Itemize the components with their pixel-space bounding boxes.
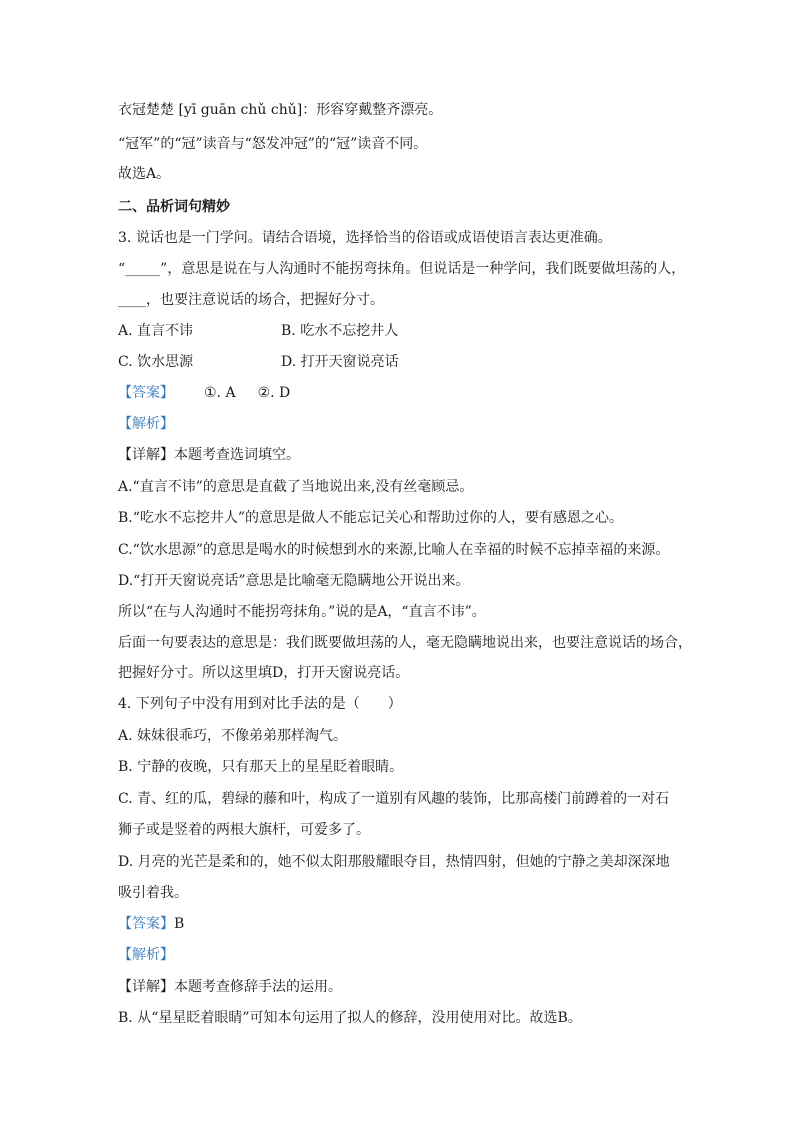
option-a: A. 妹妹很乖巧，不像弟弟那样淘气。	[118, 728, 348, 744]
text-line: 衣冠楚楚 [yī guān chǔ chǔ]：形容穿戴整齐漂亮。	[118, 102, 443, 118]
option-row	[118, 321, 695, 341]
question-3-sentence-cont: ____，也要注意说话的场合，把握好分寸。	[118, 292, 384, 308]
text-line: B.“吃水不忘挖井人”的意思是做人不能忘记关心和帮助过你的人，要有感恩之心。	[118, 510, 624, 526]
question-3-stem: 3. 说话也是一门学问。请结合语境，选择恰当的俗语或成语使语言表达更准确。	[118, 230, 612, 246]
answer-value-1: ①. A	[204, 385, 236, 401]
answer-row	[118, 383, 695, 403]
analysis-label: 【解析】	[118, 947, 174, 963]
text-line: 所以“在与人沟通时不能拐弯抹角。”说的是A，“直言不讳”。	[118, 604, 486, 620]
detail-line: 【详解】本题考查修辞手法的运用。	[118, 979, 342, 995]
option-row	[118, 352, 695, 372]
text-line: 故选A。	[118, 166, 171, 182]
text-line: B. 从“星星眨着眼睛”可知本句运用了拟人的修辞，没用使用对比。故选B。	[118, 1010, 582, 1026]
answer-label: 【答案】	[118, 916, 174, 932]
option-a: A. 直言不讳	[118, 323, 194, 339]
text-line: C.“饮水思源”的意思是喝水的时候想到水的来源,比喻人在幸福的时候不忘掉幸福的来源。	[118, 542, 670, 558]
text-line: “冠军”的“冠”读音与“怒发冲冠”的“冠”读音不同。	[118, 136, 428, 152]
option-c-cont: 狮子或是竖着的两根大旗杆，可爱多了。	[118, 822, 370, 838]
answer-label: 【答案】	[118, 385, 174, 401]
answer-value: B	[174, 916, 185, 932]
option-c: C. 饮水思源	[118, 354, 194, 370]
detail-line: 【详解】本题考查选词填空。	[118, 447, 300, 463]
option-d: D. 打开天窗说亮话	[281, 354, 399, 370]
text-line: 把握好分寸。所以这里填D，打开天窗说亮话。	[118, 665, 410, 681]
section-heading: 二、品析词句精妙	[118, 199, 230, 215]
text-line: A.“直言不讳”的意思是直截了当地说出来,没有丝毫顾忌。	[118, 479, 474, 495]
text-line: 后面一句要表达的意思是：我们既要做坦荡的人，毫无隐瞒地说出来，也要注意说话的场合，	[118, 635, 692, 651]
option-b: B. 宁静的夜晚，只有那天上的星星眨着眼睛。	[118, 759, 404, 775]
analysis-label: 【解析】	[118, 416, 174, 432]
option-d-cont: 吸引着我。	[118, 885, 188, 901]
option-b: B. 吃水不忘挖井人	[281, 323, 399, 339]
option-d: D. 月亮的光芒是柔和的，她不似太阳那般耀眼夺目，热情四射，但她的宁静之美却深深地	[118, 854, 670, 870]
answer-row	[118, 914, 695, 934]
text-line: D.“打开天窗说亮话”意思是比喻毫无隐瞒地公开说出来。	[118, 573, 470, 589]
answer-value-2: ②. D	[257, 385, 291, 401]
question-3-sentence: “_____”，意思是说在与人沟通时不能拐弯抹角。但说话是一种学问，我们既要做坦荡的人，	[118, 261, 686, 277]
question-4-stem: 4. 下列句子中没有用到对比手法的是（ ）	[118, 696, 402, 712]
option-c: C. 青、红的瓜，碧绿的藤和叶，构成了一道别有风趣的装饰，比那高楼门前蹲着的一对石	[118, 791, 670, 807]
